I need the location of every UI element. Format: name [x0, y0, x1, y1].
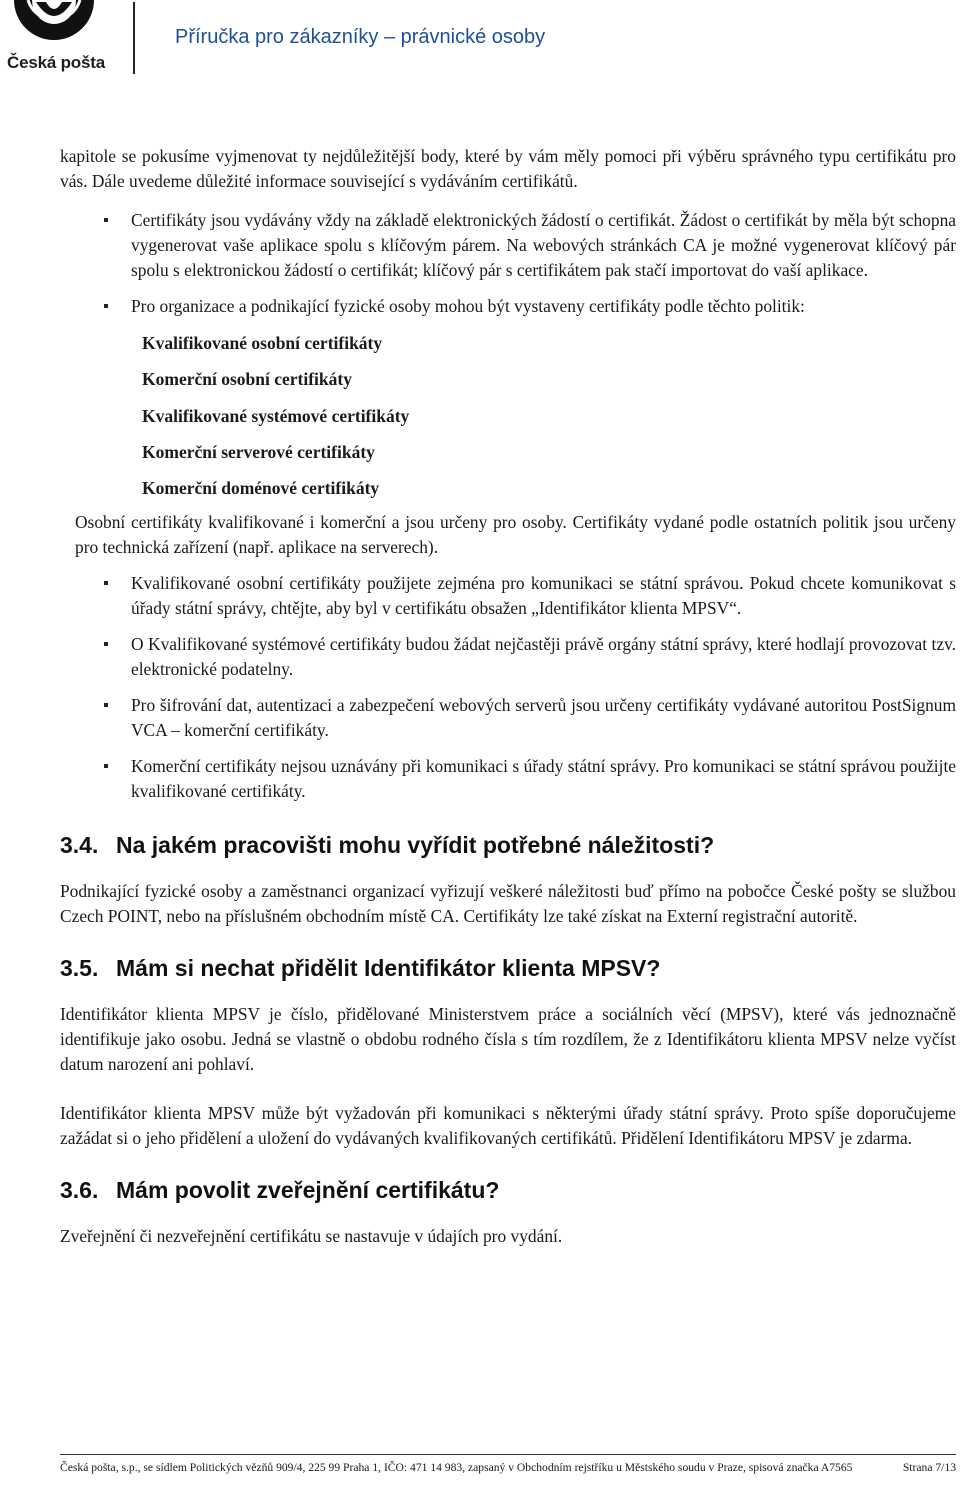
document-body: [60, 144, 956, 1249]
footer-company-info: Česká pošta, s.p., se sídlem Politických vězňů 909/4, 225 99 Praha 1, IČO: 471 14 983, zapsaný v Obchodním rejstříku u Městského soudu v Praze, spisová značka A7565: [60, 1461, 853, 1474]
policy-item: Kvalifikované systémové certifikáty: [142, 405, 410, 426]
section-title: Mám povolit zveřejnění certifikátu?: [116, 1177, 500, 1204]
section-number: 3.4.: [60, 832, 99, 859]
section-paragraph: Identifikátor klienta MPSV může být vyžadován při komunikaci s některými úřady státní správy. Proto spíše doporučujeme zažádat si o jeho přidělení a uložení do vydávaných kvalifikovaných certifikátů. Přidělení Identifikátoru MPSV je zdarma.: [60, 1103, 956, 1149]
bullet-item: Kvalifikované osobní certifikáty použijete zejména pro komunikaci se státní správou. Pokud chcete komunikovat s úřady státní správy, chtějte, aby byl v certifikátu obsažen „Identifikátor klienta MPSV“.: [60, 571, 956, 621]
header-title: Příručka pro zákazníky – právnické osoby: [175, 26, 546, 48]
bullet-item: Certifikáty jsou vydávány vždy na základě elektronických žádostí o certifikát. Žádost o certifikát by měla být schopna vygenerovat vaše aplikace spolu s klíčovým párem. Na webových stránkách CA je možné vygenerovat klíčový pár spolu s elektronickou žádostí o certifikát; klíčový pár s certifikátem pak stačí importovat do vaší aplikace.: [60, 208, 956, 283]
header-divider: [133, 2, 135, 74]
bullet-item: O Kvalifikované systémové certifikáty budou žádat nejčastěji právě orgány státní správy, které hodlají provozovat tzv. elektronické podatelny.: [60, 632, 956, 682]
section-paragraph: Identifikátor klienta MPSV je číslo, přidělované Ministerstvem práce a sociálních věcí (MPSV), které vás jednoznačně identifikuje jako osobu. Jedná se vlastně o obdobu rodného čísla s tím rozdílem, že z Identifikátoru klienta MPSV nelze vyčíst datum narození ani pohlaví.: [60, 1004, 956, 1075]
logo-text: Česká pošta: [7, 53, 105, 72]
bullet-item: Komerční certifikáty nejsou uznávány při komunikaci s úřady státní správy. Pro komunikaci se státní správou použijte kvalifikované certifikáty.: [60, 754, 956, 804]
policy-list: [60, 325, 956, 506]
page-header: [0, 0, 960, 100]
section-heading-3-4: [60, 830, 956, 860]
page-footer: [60, 1461, 956, 1474]
footer-divider: [60, 1454, 956, 1455]
section-number: 3.5.: [60, 955, 99, 982]
section-number: 3.6.: [60, 1177, 99, 1204]
policies-note: Osobní certifikáty kvalifikované i komerční a jsou určeny pro osoby. Certifikáty vydané podle ostatních politik jsou určeny pro technická zařízení (např. aplikace na serverech).: [75, 512, 956, 558]
section-paragraph: Podnikající fyzické osoby a zaměstnanci organizací vyřizují veškeré náležitosti buď přímo na pobočce České pošty se službou Czech POINT, nebo na příslušném obchodním místě CA. Certifikáty lze také získat na Externí registrační autoritě.: [60, 881, 956, 927]
intro-paragraph: kapitole se pokusíme vyjmenovat ty nejdůležitější body, které by vám měly pomoci při výběru správného typu certifikátu pro vás. Dále uvedeme důležité informace související s vydáváním certifikátů.: [60, 146, 956, 191]
section-heading-3-6: [60, 1175, 956, 1205]
section-paragraph: Zveřejnění či nezveřejnění certifikátu se nastavuje v údajích pro vydání.: [60, 1226, 563, 1247]
bullet-item: Pro šifrování dat, autentizaci a zabezpečení webových serverů jsou určeny certifikáty vydávané autoritou PostSignum VCA – komerční certifikáty.: [60, 693, 956, 743]
policy-item: Kvalifikované osobní certifikáty: [142, 333, 383, 353]
policy-item: Komerční doménové certifikáty: [142, 478, 380, 499]
section-title: Na jakém pracovišti mohu vyřídit potřebné náležitosti?: [116, 832, 715, 859]
section-heading-3-5: [60, 953, 956, 983]
bullet-item: Pro organizace a podnikající fyzické osoby mohou být vystaveny certifikáty podle těchto politik:: [60, 294, 956, 319]
section-title: Mám si nechat přidělit Identifikátor klienta MPSV?: [116, 955, 661, 982]
page-number: Strana 7/13: [902, 1461, 956, 1474]
policy-item: Komerční osobní certifikáty: [142, 369, 352, 390]
policy-item: Komerční serverové certifikáty: [142, 441, 375, 462]
